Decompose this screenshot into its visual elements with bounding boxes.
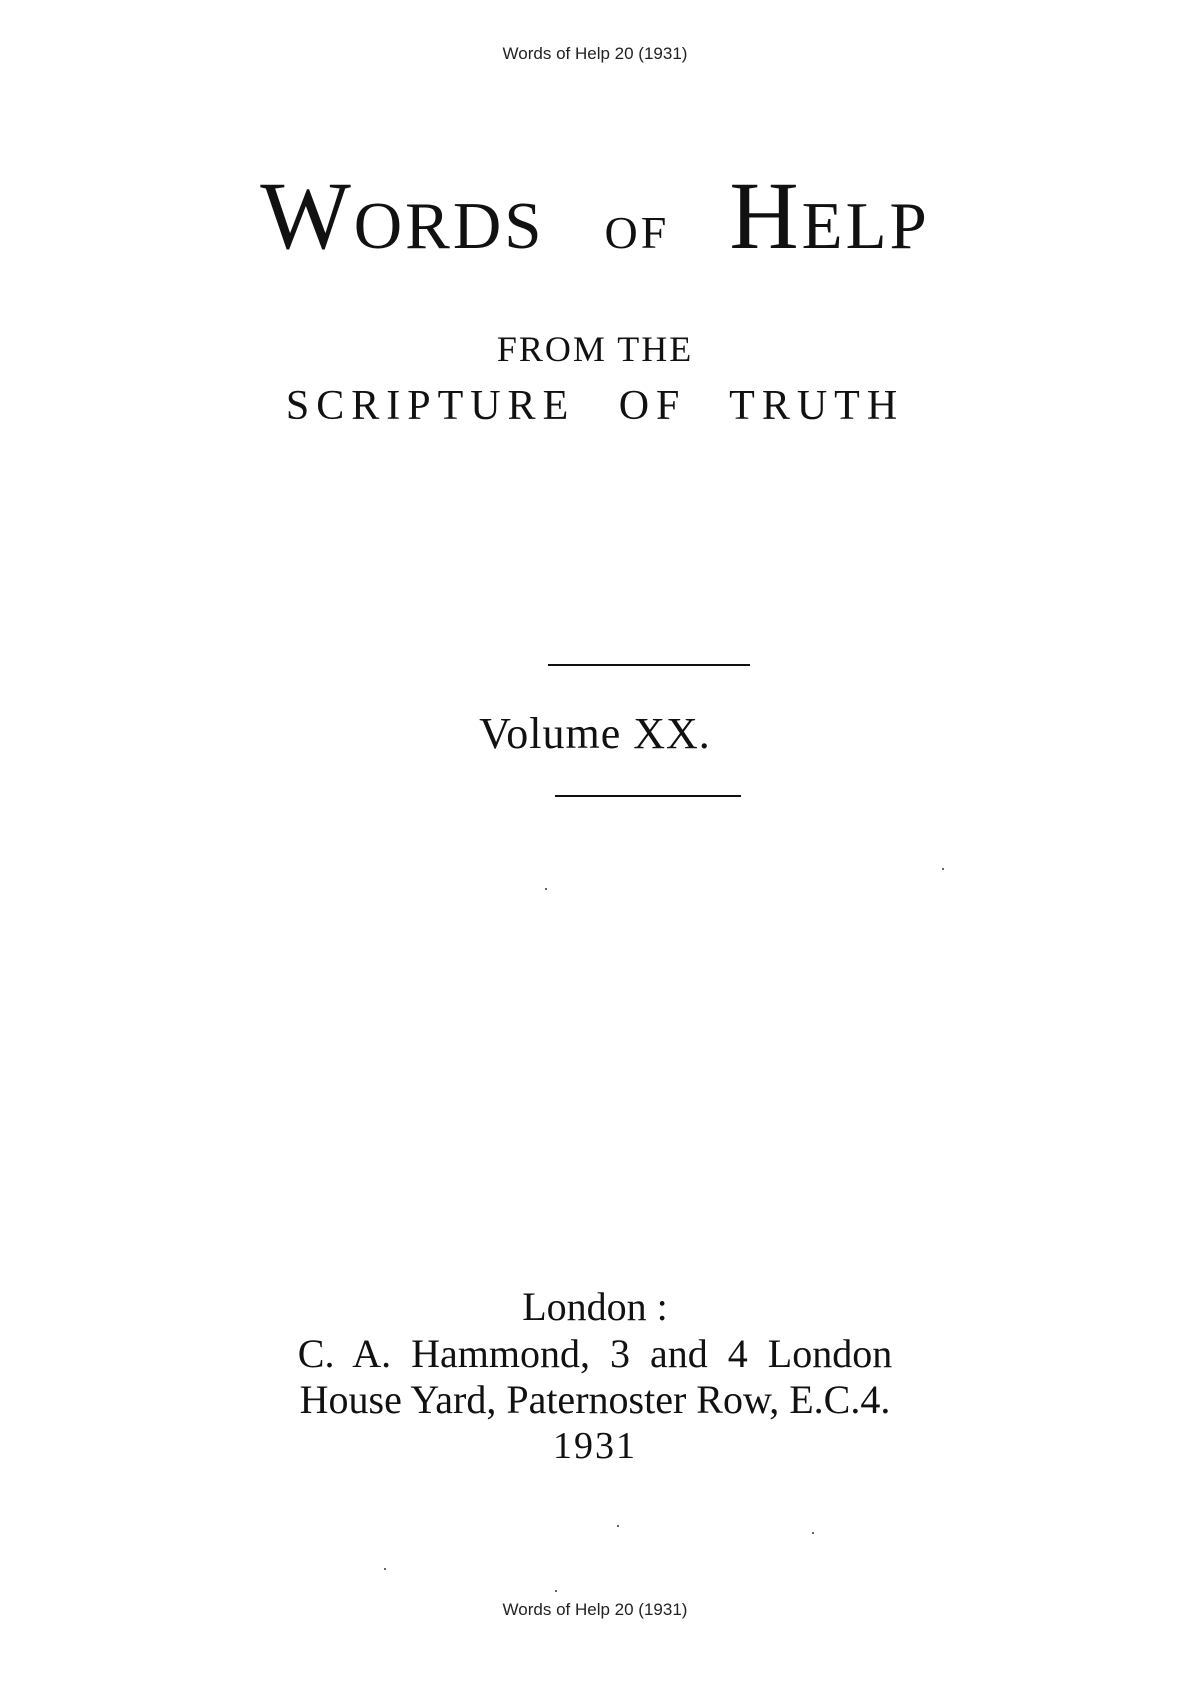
- scan-speck: [617, 1525, 619, 1527]
- scan-speck: [812, 1532, 814, 1534]
- imprint-publisher-line2: House Yard, Paternoster Row, E.C.4.: [299, 1377, 891, 1422]
- title-word-of: of: [604, 190, 670, 263]
- scan-speck: [384, 1568, 386, 1570]
- divider-rule-top: [548, 664, 750, 666]
- title-word-help: Help: [729, 162, 930, 269]
- book-title: [0, 162, 1190, 269]
- imprint-publisher-line1: C. A. Hammond, 3 and 4 London: [297, 1331, 893, 1376]
- imprint-year: 1931: [553, 1425, 637, 1467]
- subtitle-scripture-of-truth: SCRIPTURE OF TRUTH: [285, 383, 905, 429]
- imprint-city: London :: [522, 1284, 668, 1329]
- scan-speck: [545, 888, 547, 890]
- scan-speck: [555, 1590, 557, 1592]
- divider-rule-bottom: [555, 795, 741, 797]
- volume-label: Volume XX.: [479, 709, 711, 758]
- title-word-words: Words: [260, 162, 545, 269]
- subtitle-from-the: FROM THE: [496, 329, 694, 369]
- scan-speck: [942, 868, 944, 870]
- running-footer: Words of Help 20 (1931): [502, 1600, 688, 1619]
- running-header: Words of Help 20 (1931): [502, 44, 688, 63]
